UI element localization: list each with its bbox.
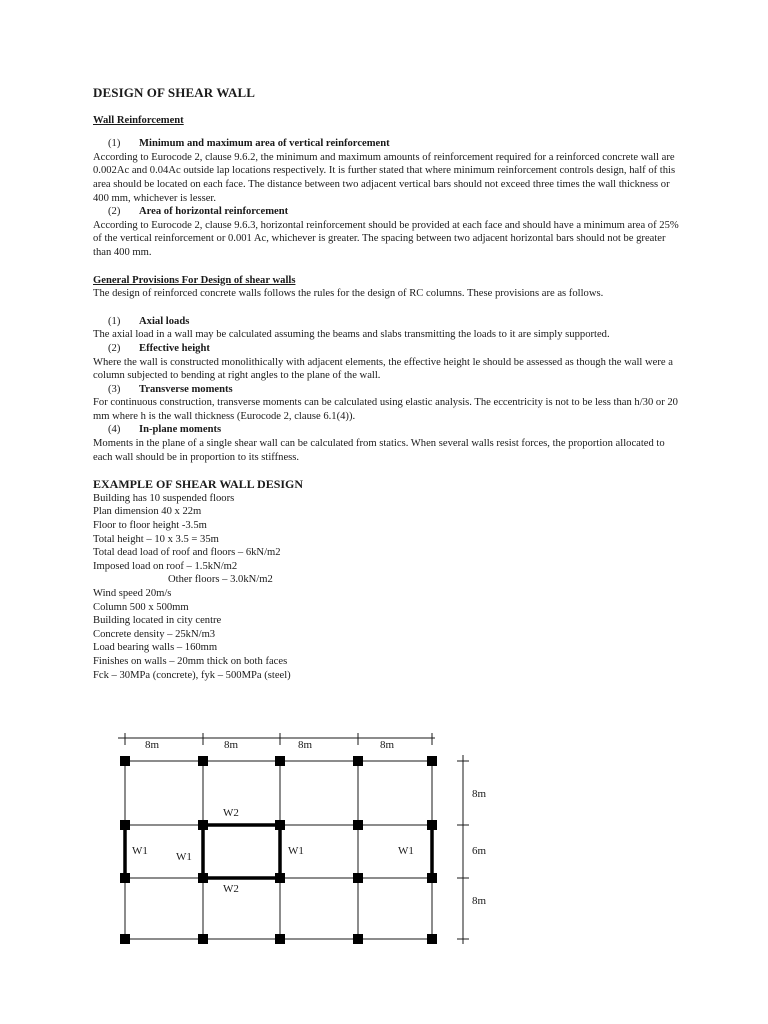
- column: [353, 820, 363, 830]
- paragraph: According to Eurocode 2, clause 9.6.2, the minimum and maximum amounts of reinforcement required for a reinforced concrete wall are 0.002Ac and 0.04Ac outside lap locations respectively. It is further stated that where minimum reinforcement controls design, half of this area should be located on each face. The distance between two adjacent vertical bars should not exceed three times the wall thickness or 400 mm, whichever is lesser.: [93, 151, 676, 204]
- paragraph: Where the wall is constructed monolithically with adjacent elements, the effective height le should be assessed as though the wall were a column subjected to bending at right angles to the plane of the wall.: [93, 356, 673, 382]
- example-line: Total dead load of roof and floors – 6kN/m2: [93, 547, 281, 559]
- wall-label-w2-top: W2: [223, 807, 239, 819]
- example-line: Finishes on walls – 20mm thick on both faces: [93, 655, 288, 667]
- wall-label-w2-bottom: W2: [223, 883, 239, 895]
- example-line: Total height – 10 x 3.5 = 35m: [93, 533, 219, 545]
- column: [353, 756, 363, 766]
- item-heading: (1) Minimum and maximum area of vertical reinforcement: [108, 138, 390, 150]
- column: [427, 873, 437, 883]
- top-dim-label: 8m: [298, 739, 313, 751]
- column: [198, 756, 208, 766]
- paragraph: For continuous construction, transverse moments can be calculated using elastic analysis. The eccentricity is not to be less than h/30 or 20 mm where h is the wall thickness (Eurocode 2, clause 6.1(4)).: [93, 397, 678, 422]
- column: [427, 820, 437, 830]
- example-line: Building has 10 suspended floors: [93, 492, 235, 504]
- item-heading: (2) Area of horizontal reinforcement: [108, 206, 289, 218]
- column: [198, 873, 208, 883]
- floor-plan-diagram: [110, 728, 490, 958]
- example-line: Floor to floor height -3.5m: [93, 520, 207, 532]
- example-line: Other floors – 3.0kN/m2: [168, 574, 273, 586]
- column: [275, 820, 285, 830]
- column: [120, 756, 130, 766]
- paragraph: According to Eurocode 2, clause 9.6.3, horizontal reinforcement should be provided at each face and should have a minimum area of 25% of the vertical reinforcement or 0.001 Ac, whichever is greater. The spacing between two adjacent horizontal bars should not be greater than 400 mm.: [93, 219, 679, 258]
- column: [353, 873, 363, 883]
- column: [427, 934, 437, 944]
- example-line: Fck – 30MPa (concrete), fyk – 500MPa (steel): [93, 669, 291, 681]
- side-dim-label: 8m: [472, 788, 487, 800]
- example-line: Column 500 x 500mm: [93, 601, 189, 613]
- top-dim-label: 8m: [224, 739, 239, 751]
- top-dim-label: 8m: [145, 739, 160, 751]
- paragraph: The design of reinforced concrete walls follows the rules for the design of RC columns. These provisions are as follows.: [93, 288, 604, 300]
- column: [275, 756, 285, 766]
- column: [198, 934, 208, 944]
- item-heading: (3) Transverse moments: [108, 383, 233, 395]
- column: [427, 756, 437, 766]
- side-dim-label: 8m: [472, 895, 487, 907]
- column: [275, 873, 285, 883]
- example-line: Imposed load on roof – 1.5kN/m2: [93, 560, 238, 572]
- column: [275, 934, 285, 944]
- item-heading: (4) In-plane moments: [108, 424, 222, 436]
- column: [198, 820, 208, 830]
- wall-label-w1-center: W1: [288, 845, 304, 857]
- column: [353, 934, 363, 944]
- column: [120, 820, 130, 830]
- item-heading: (2) Effective height: [108, 342, 210, 354]
- example-line: Load bearing walls – 160mm: [93, 642, 218, 654]
- paragraph: The axial load in a wall may be calculated assuming the beams and slabs transmitting the loads to it are simply supported.: [93, 329, 610, 341]
- side-dim-label: 6m: [472, 845, 487, 857]
- section-heading-wall-reinforcement: Wall Reinforcement: [93, 114, 184, 126]
- page-title: DESIGN OF SHEAR WALL: [93, 85, 256, 100]
- document-page: [93, 86, 683, 682]
- wall-label-w1-left-inner: W1: [176, 851, 192, 863]
- wall-label-w1-left-outer: W1: [132, 845, 148, 857]
- example-line: Wind speed 20m/s: [93, 588, 172, 599]
- example-line: Concrete density – 25kN/m3: [93, 628, 216, 640]
- wall-label-w1-right: W1: [398, 845, 414, 857]
- column: [120, 934, 130, 944]
- item-heading: (1) Axial loads: [108, 315, 190, 327]
- example-line: Plan dimension 40 x 22m: [93, 506, 202, 518]
- top-dim-label: 8m: [380, 739, 395, 751]
- example-heading: EXAMPLE OF SHEAR WALL DESIGN: [93, 477, 304, 492]
- section-heading-general-provisions: General Provisions For Design of shear walls: [93, 274, 296, 286]
- example-line: Building located in city centre: [93, 615, 222, 627]
- column: [120, 873, 130, 883]
- paragraph: Moments in the plane of a single shear wall can be calculated from statics. When several walls resist forces, the proportion allocated to each wall should be in proportion to its stiffness.: [93, 438, 665, 463]
